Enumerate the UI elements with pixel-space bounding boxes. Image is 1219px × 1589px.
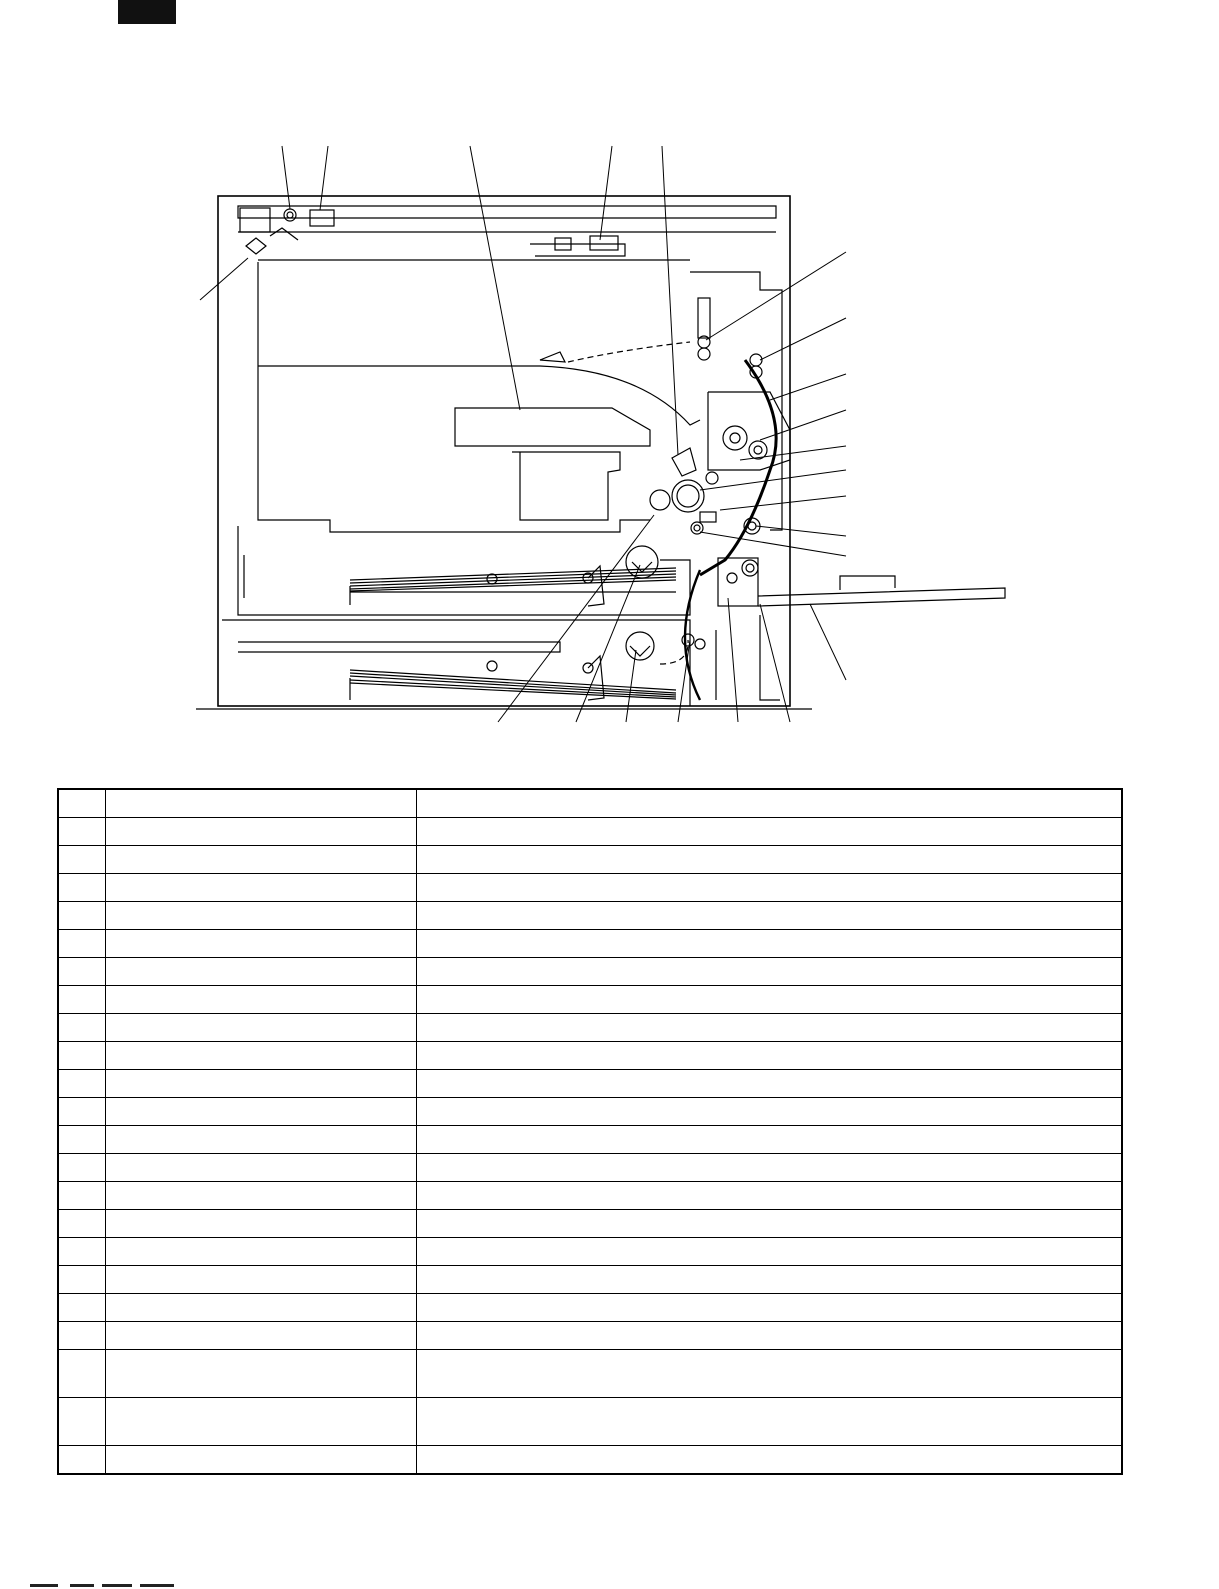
table-cell (417, 1238, 1123, 1266)
table-row (58, 958, 1122, 986)
table-cell (58, 1446, 106, 1475)
table-cell (58, 1294, 106, 1322)
table-row (58, 818, 1122, 846)
table-cell (58, 1398, 106, 1446)
table-row (58, 930, 1122, 958)
scanner-lamp-unit (240, 208, 334, 254)
printer-cross-section-diagram (0, 0, 1219, 760)
table-cell (58, 958, 106, 986)
table-row (58, 1154, 1122, 1182)
table-cell (58, 1070, 106, 1098)
table-cell (417, 874, 1123, 902)
table-cell (417, 789, 1123, 818)
table-cell (106, 958, 417, 986)
table-cell (106, 789, 417, 818)
table-cell (106, 1154, 417, 1182)
table-cell (106, 818, 417, 846)
table-cell (106, 930, 417, 958)
laser-unit (455, 408, 650, 446)
table-row (58, 874, 1122, 902)
table-cell (106, 1398, 417, 1446)
table-cell (58, 1014, 106, 1042)
table-cell (417, 1126, 1123, 1154)
table-cell (417, 930, 1123, 958)
table-row (58, 846, 1122, 874)
table-row (58, 1398, 1122, 1446)
table-cell (417, 1210, 1123, 1238)
table-cell (106, 1294, 417, 1322)
table-row (58, 1210, 1122, 1238)
inner-frame (258, 262, 650, 532)
table-cell (58, 1154, 106, 1182)
mirror-unit (530, 236, 625, 256)
table-cell (106, 986, 417, 1014)
table-row (58, 1294, 1122, 1322)
table-cell (58, 1098, 106, 1126)
table-cell (417, 1014, 1123, 1042)
table-cell (417, 1350, 1123, 1398)
table-cell (417, 1070, 1123, 1098)
table-row (58, 1350, 1122, 1398)
table-cell (58, 789, 106, 818)
table-cell (58, 1238, 106, 1266)
paper-tray-2 (222, 620, 705, 706)
table-cell (106, 1210, 417, 1238)
table-cell (58, 1322, 106, 1350)
paper-tray-1 (238, 526, 690, 615)
table-cell (106, 1042, 417, 1070)
table-cell (58, 1182, 106, 1210)
table-cell (58, 846, 106, 874)
table-cell (417, 1322, 1123, 1350)
footer-mark (30, 1584, 180, 1589)
table-row (58, 1266, 1122, 1294)
table-cell (58, 986, 106, 1014)
table-cell (106, 846, 417, 874)
table-row (58, 1098, 1122, 1126)
table-cell (106, 1126, 417, 1154)
table-cell (417, 1398, 1123, 1446)
table-cell (417, 1154, 1123, 1182)
table-cell (417, 1182, 1123, 1210)
table-cell (58, 902, 106, 930)
table-cell (106, 1098, 417, 1126)
table-cell (417, 1266, 1123, 1294)
table-cell (417, 1042, 1123, 1070)
drum-unit (650, 448, 760, 534)
table-row (58, 1446, 1122, 1475)
manual-feed-unit (718, 558, 1005, 606)
table-cell (417, 1446, 1123, 1475)
table-row (58, 1322, 1122, 1350)
table-cell (58, 874, 106, 902)
exit-tray (258, 366, 700, 425)
scanner-rail (238, 206, 776, 218)
table-cell (417, 986, 1123, 1014)
table-cell (106, 874, 417, 902)
table-cell (58, 1350, 106, 1398)
table-cell (58, 1266, 106, 1294)
table-cell (417, 818, 1123, 846)
table-cell (106, 1446, 417, 1475)
table-row (58, 902, 1122, 930)
table-cell (106, 1238, 417, 1266)
parts-table (57, 788, 1123, 1475)
table-cell (106, 1350, 417, 1398)
table-row (58, 1126, 1122, 1154)
table-cell (58, 818, 106, 846)
table-cell (417, 846, 1123, 874)
table-row (58, 1042, 1122, 1070)
fuser-unit (690, 272, 790, 530)
table-cell (417, 1294, 1123, 1322)
table-cell (58, 1210, 106, 1238)
table-row (58, 1014, 1122, 1042)
table-cell (106, 1322, 417, 1350)
table-cell (417, 1098, 1123, 1126)
table-cell (58, 930, 106, 958)
table-cell (417, 902, 1123, 930)
table-cell (106, 1070, 417, 1098)
table-cell (106, 1182, 417, 1210)
table-cell (417, 958, 1123, 986)
table-cell (106, 1266, 417, 1294)
table-row (58, 1182, 1122, 1210)
table-cell (58, 1126, 106, 1154)
table-cell (58, 1042, 106, 1070)
table-row (58, 1070, 1122, 1098)
table-cell (106, 1014, 417, 1042)
table-row (58, 789, 1122, 818)
table-row (58, 986, 1122, 1014)
table-cell (106, 902, 417, 930)
table-row (58, 1238, 1122, 1266)
